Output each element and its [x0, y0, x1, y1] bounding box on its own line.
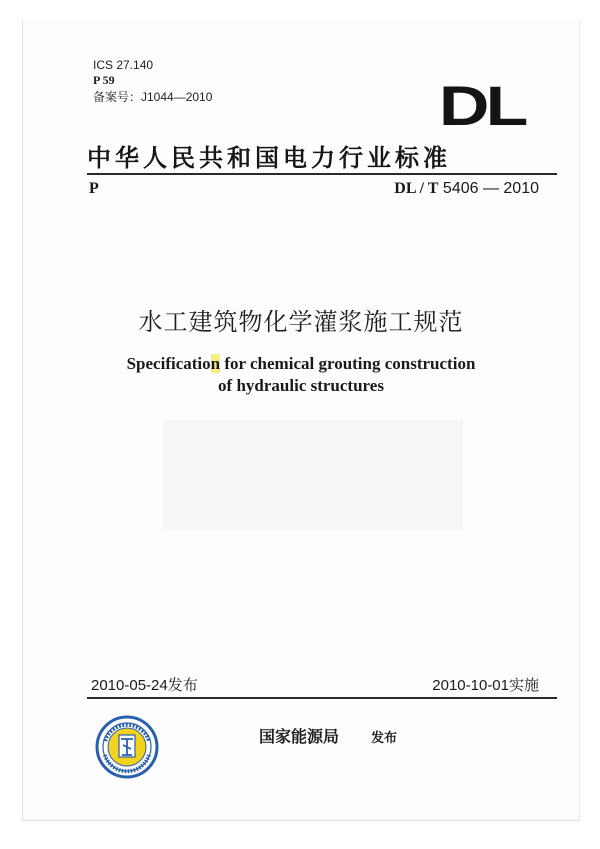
standard-number-prefix: DL / T: [394, 180, 439, 197]
china-electric-power-press-seal-icon: [95, 715, 159, 779]
english-title-line2: of hydraulic structures: [218, 376, 384, 395]
issue-date: 2010-05-24发布: [91, 677, 198, 694]
issuer-name: 国家能源局: [259, 727, 340, 746]
standard-category-title: 中华人民共和国电力行业标准: [87, 143, 451, 172]
scan-smudge: [163, 420, 463, 530]
standard-number-value: 5406 — 2010: [442, 180, 539, 197]
footer-divider: [87, 697, 557, 699]
highlighted-letter: n: [210, 354, 221, 373]
english-title: [23, 353, 579, 397]
document-page: [22, 20, 580, 821]
ics-code: ICS 27.140: [93, 58, 154, 72]
english-title-part2: for chemical grouting construction: [220, 354, 476, 373]
class-letter: P: [89, 180, 99, 197]
header-divider: [87, 173, 557, 175]
chinese-title: 水工建筑物化学灌浆施工规范: [138, 308, 464, 336]
effective-date: 2010-10-01实施: [432, 677, 539, 694]
issuer-action: 发布: [371, 731, 398, 746]
classification-code: P 59: [93, 73, 115, 87]
record-number: 备案号：J1044—2010: [93, 90, 213, 104]
standard-number: [394, 180, 539, 198]
english-title-part1: Specificatio: [126, 354, 211, 373]
dl-logo: DL: [439, 74, 525, 137]
english-title-line1: [23, 353, 579, 375]
